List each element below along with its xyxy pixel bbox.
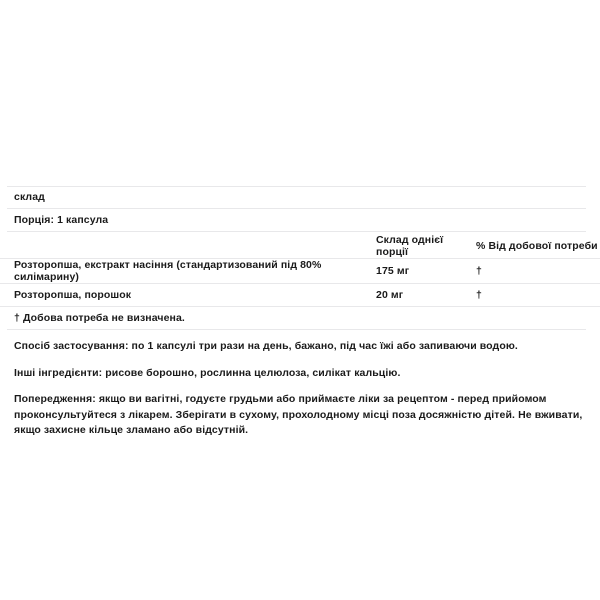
ingredient-name: Розторопша, екстракт насіння (стандартизований під 80% силімарину) (0, 259, 376, 284)
panel-title: склад (14, 191, 45, 203)
column-header-ingredient (0, 232, 376, 259)
table-body (0, 259, 600, 307)
ingredient-name: Розторопша, порошок (0, 284, 376, 307)
supplement-facts-panel (0, 186, 600, 439)
warning-text: Попередження: якщо ви вагітні, годуєте грудьми або приймаєте ліки за рецептом - перед прийомом проконсультуйтеся з лікарем. Зберігати в сухому, прохолодному місці поза досяжністю дітей. Не вживати, якщо захисне кільце зламано або відсутній. (14, 393, 583, 436)
column-header-amount-per-serving: Склад однієї порції (376, 232, 476, 259)
serving-size-row (0, 209, 600, 231)
table-row (0, 259, 600, 284)
other-ingredients-text: Інші інгредієнти: рисове борошно, рослинна целюлоза, силікат кальцію. (14, 366, 401, 379)
ingredient-amount: 175 мг (376, 259, 476, 284)
table-row (0, 284, 600, 307)
directions-text: Спосіб застосування: по 1 капсулі три рази на день, бажано, під час їжі або запиваючи водою. (14, 340, 518, 352)
ingredient-amount: 20 мг (376, 284, 476, 307)
table-header-row (0, 232, 600, 259)
daily-value-footnote-row (0, 307, 600, 329)
ingredient-daily-value: † (476, 284, 600, 307)
serving-size-label: Порція: 1 капсула (14, 214, 109, 226)
usage-notes (0, 330, 600, 439)
panel-title-row (0, 187, 600, 208)
column-header-daily-value: % Від добової потреби (476, 232, 600, 259)
daily-value-footnote: † Добова потреба не визначена. (14, 312, 185, 324)
supplement-facts-table (0, 232, 600, 307)
ingredient-daily-value: † (476, 259, 600, 284)
table-header (0, 232, 600, 259)
